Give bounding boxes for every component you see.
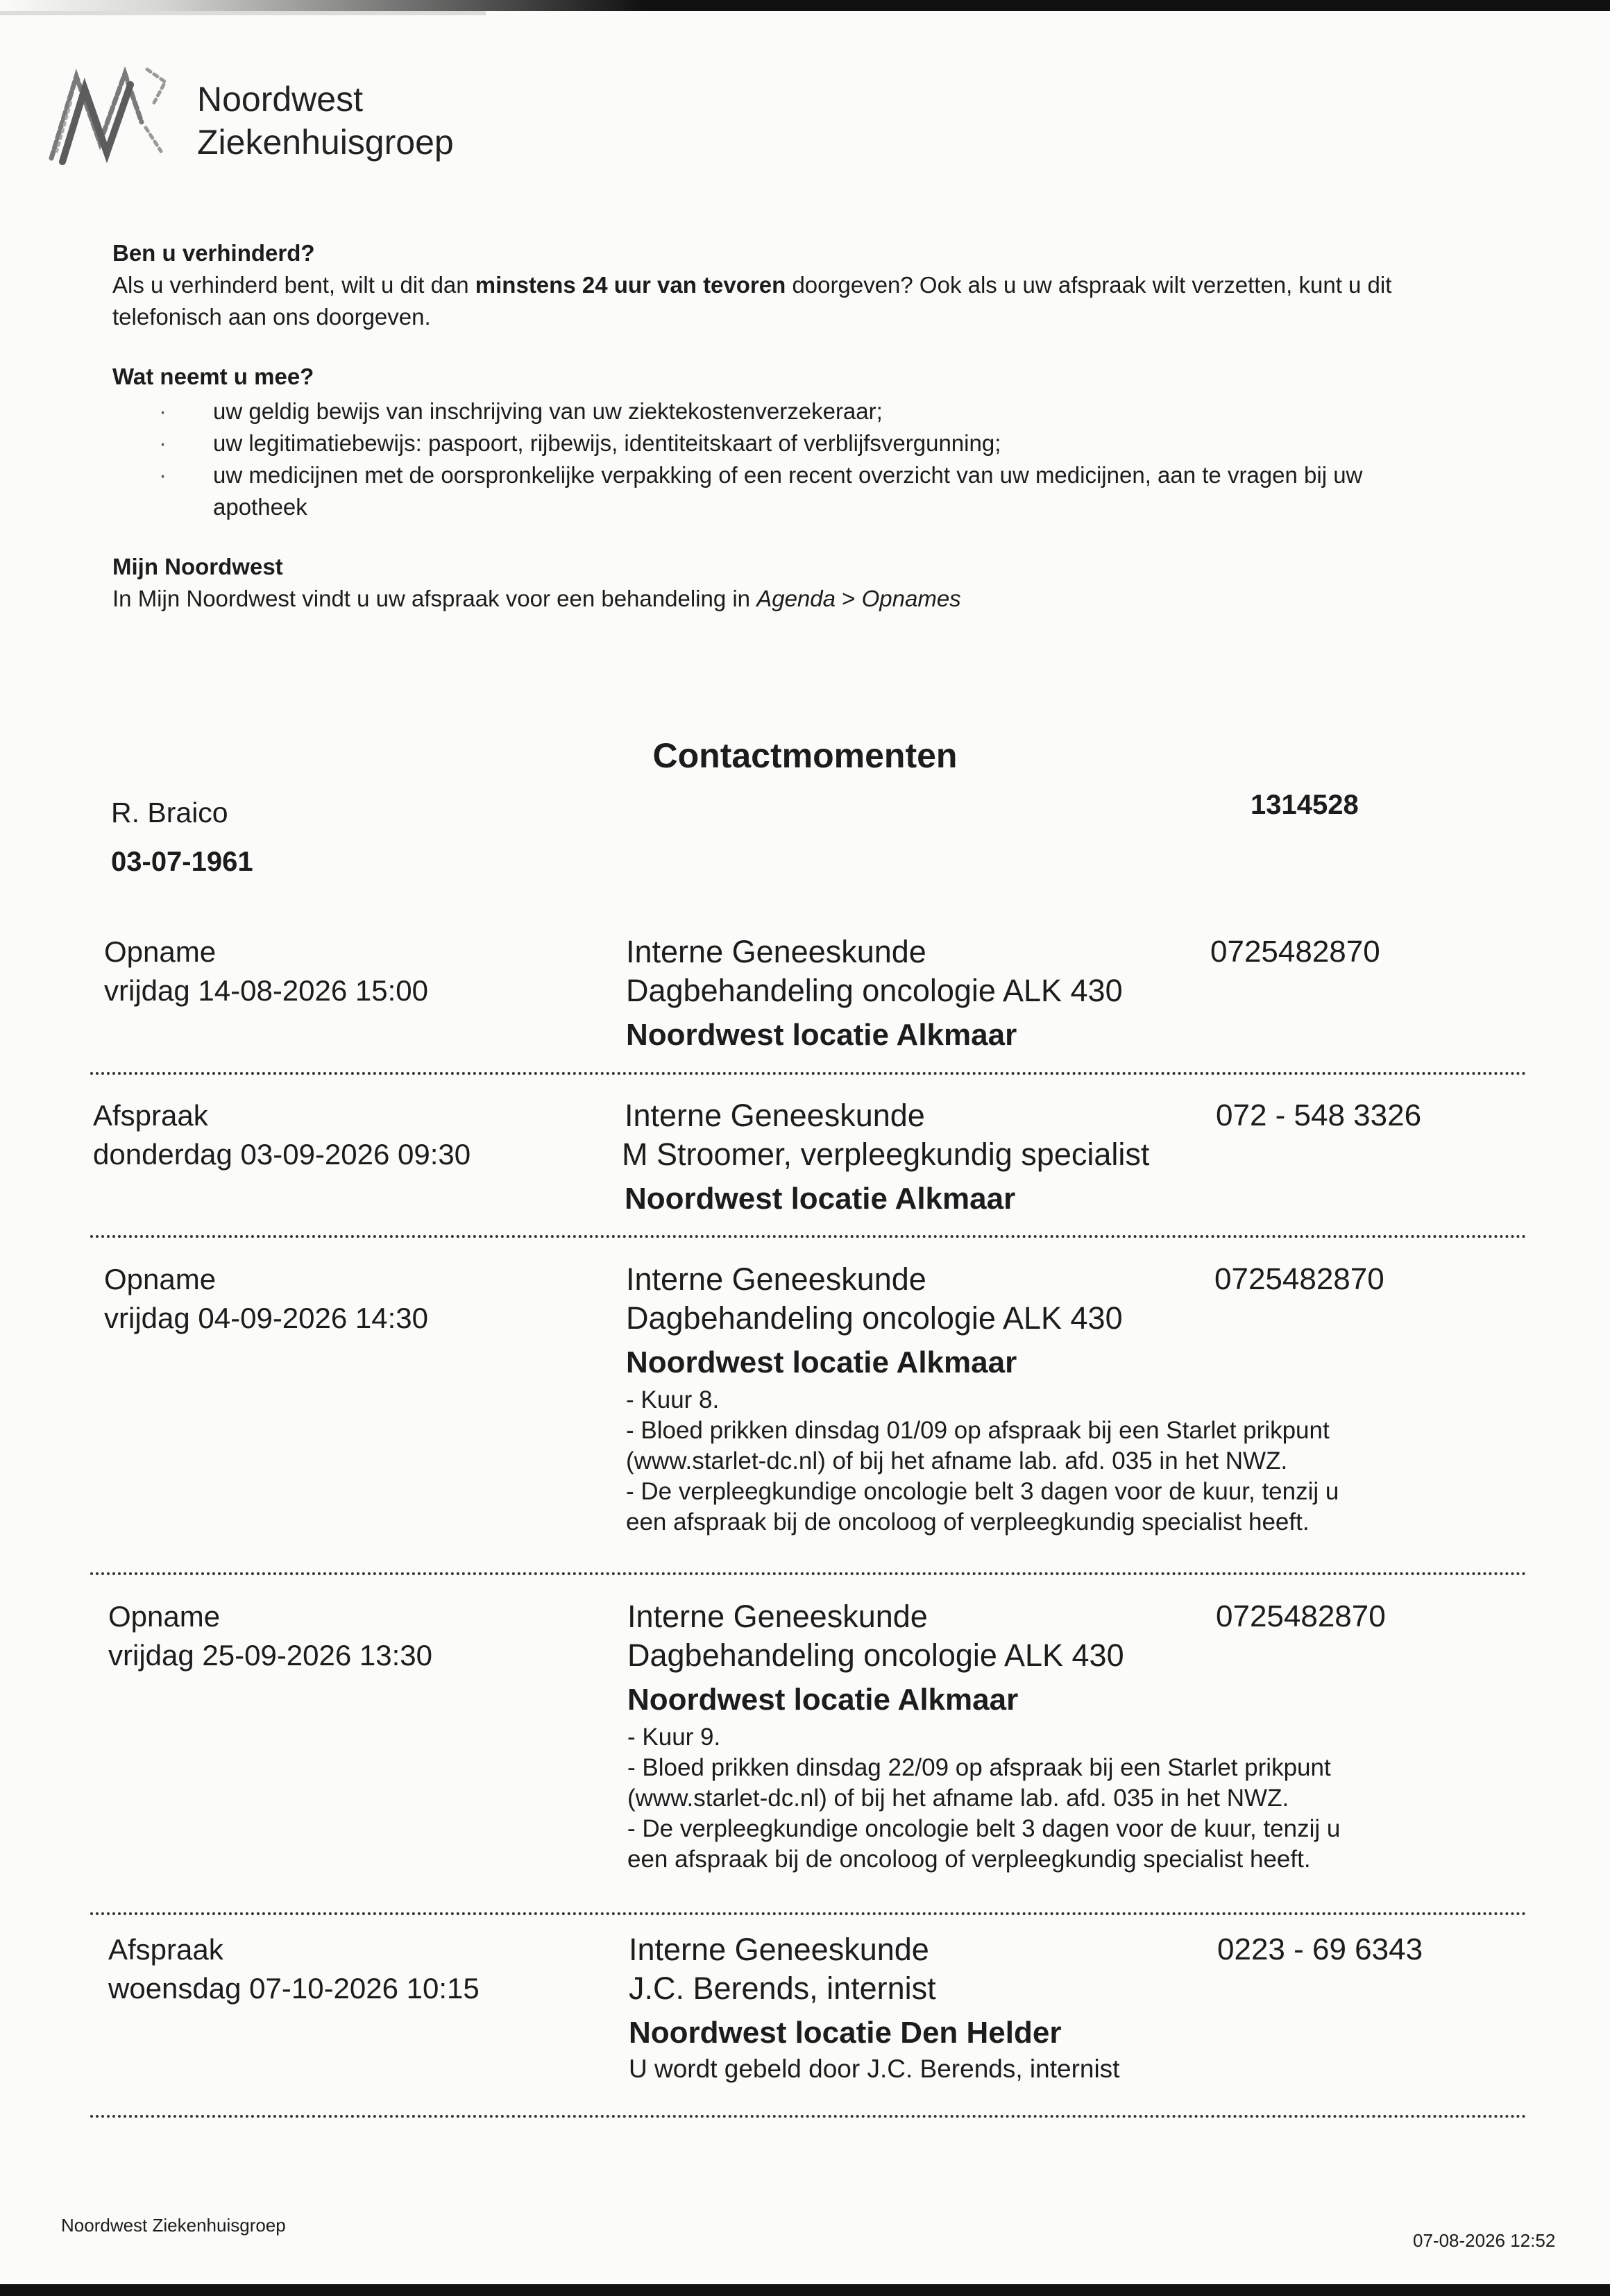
entry-note: - Kuur 8. xyxy=(626,1386,720,1413)
entry-note: een afspraak bij de oncoloog of verpleegkundig specialist heeft. xyxy=(626,1508,1310,1536)
logo-line-1: Noordwest xyxy=(197,80,363,119)
entry-location: Noordwest locatie Alkmaar xyxy=(626,1345,1017,1379)
entry-unit: Dagbehandeling oncologie ALK 430 xyxy=(627,1638,1124,1673)
entry-divider xyxy=(90,2115,1527,2118)
absent-text-1: Als u verhinderd bent, wilt u dit dan xyxy=(112,272,475,298)
bring-list xyxy=(112,396,1403,523)
entry-date: vrijdag 14-08-2026 15:00 xyxy=(104,974,429,1007)
entry-notes xyxy=(627,1722,1530,1875)
entry-note: - Bloed prikken dinsdag 22/09 op afspraak bij een Starlet prikpunt xyxy=(627,1754,1331,1781)
entry-note: - De verpleegkundige oncologie belt 3 dagen voor de kuur, tenzij u xyxy=(627,1815,1341,1842)
entry-type: Opname xyxy=(104,1263,217,1295)
mijn-path-opnames: Opnames xyxy=(861,586,961,611)
entry-divider xyxy=(90,1912,1527,1915)
noordwest-logo-icon xyxy=(43,61,189,165)
entry-notes xyxy=(626,1385,1528,1538)
mijn-path-agenda: Agenda xyxy=(756,586,836,611)
entry-date: vrijdag 25-09-2026 13:30 xyxy=(108,1639,433,1672)
entry-location: Noordwest locatie Den Helder xyxy=(629,2016,1062,2050)
entry-department: Interne Geneeskunde xyxy=(627,1599,928,1634)
page-title: Contactmomenten xyxy=(652,736,958,775)
absent-text xyxy=(112,269,1403,333)
entry-department: Interne Geneeskunde xyxy=(626,1261,926,1297)
entry-department: Interne Geneeskunde xyxy=(626,934,926,969)
entry-location: Noordwest locatie Alkmaar xyxy=(627,1683,1019,1717)
entry-date: woensdag 07-10-2026 10:15 xyxy=(108,1972,480,2005)
entry-unit: M Stroomer, verpleegkundig specialist xyxy=(622,1137,1150,1172)
entry-notes xyxy=(629,2054,1531,2084)
entry-note: (www.starlet-dc.nl) of bij het afname lab. afd. 035 in het NWZ. xyxy=(627,1785,1289,1812)
bring-heading: Wat neemt u mee? xyxy=(112,364,314,389)
patient-number: 1314528 xyxy=(1251,790,1359,820)
entry-phone: 0725482870 xyxy=(1214,1262,1384,1296)
entry-location: Noordwest locatie Alkmaar xyxy=(626,1018,1017,1052)
entry-note: (www.starlet-dc.nl) of bij het afname lab. afd. 035 in het NWZ. xyxy=(626,1447,1288,1474)
bring-item: · uw legitimatiebewijs: paspoort, rijbewijs, identiteitskaart of verblijfsvergunning; xyxy=(213,427,1403,459)
bring-item: · uw geldig bewijs van inschrijving van uw ziektekostenverzekeraar; xyxy=(213,396,1403,427)
entry-type: Opname xyxy=(104,935,217,968)
entry-note: - De verpleegkundige oncologie belt 3 dagen voor de kuur, tenzij u xyxy=(626,1478,1339,1505)
entry-type: Afspraak xyxy=(93,1099,208,1132)
entry-note: U wordt gebeld door J.C. Berends, internist xyxy=(629,2055,1120,2083)
bring-section xyxy=(112,361,1403,523)
entry-divider xyxy=(90,1235,1527,1238)
logo-wordmark xyxy=(197,78,454,164)
mijn-path-arrow: > xyxy=(836,586,862,611)
scan-top-edge xyxy=(0,0,1610,11)
entry-phone: 0725482870 xyxy=(1216,1599,1386,1633)
entry-phone: 0725482870 xyxy=(1210,935,1380,969)
mijn-text-main: In Mijn Noordwest vindt u uw afspraak voor een behandeling in xyxy=(112,586,757,611)
entry-unit: J.C. Berends, internist xyxy=(629,1971,936,2006)
entry-type: Afspraak xyxy=(108,1933,223,1966)
entry-department: Interne Geneeskunde xyxy=(629,1932,929,1967)
entry-date: donderdag 03-09-2026 09:30 xyxy=(93,1138,471,1171)
entry-divider xyxy=(90,1072,1527,1075)
entry-date: vrijdag 04-09-2026 14:30 xyxy=(104,1302,429,1334)
absent-text-bold: minstens 24 uur van tevoren xyxy=(475,272,786,298)
footer-printed-timestamp: 07-08-2026 12:52 xyxy=(1413,2230,1556,2251)
entry-type: Opname xyxy=(108,1600,221,1633)
absent-heading: Ben u verhinderd? xyxy=(112,240,315,266)
entry-unit: Dagbehandeling oncologie ALK 430 xyxy=(626,973,1123,1008)
entry-phone: 0223 - 69 6343 xyxy=(1217,1932,1423,1966)
entry-note: - Kuur 9. xyxy=(627,1724,721,1751)
footer-organisation: Noordwest Ziekenhuisgroep xyxy=(61,2215,286,2236)
absent-section xyxy=(112,237,1403,333)
bring-item: · uw medicijnen met de oorspronkelijke verpakking of een recent overzicht van uw medicijnen, aan te vragen bij uw apotheek xyxy=(213,459,1407,523)
absent-text-2: doorgeven? Ook als u uw afspraak wilt verzetten, kunt u dit telefonisch aan ons doorgeven. xyxy=(112,272,1392,330)
entry-divider xyxy=(90,1572,1527,1575)
scan-top-shadow xyxy=(0,11,486,15)
entry-department: Interne Geneeskunde xyxy=(625,1098,925,1133)
logo-line-2: Ziekenhuisgroep xyxy=(197,123,454,162)
entry-note: - Bloed prikken dinsdag 01/09 op afspraak bij een Starlet prikpunt xyxy=(626,1417,1330,1444)
mijn-text xyxy=(112,583,1403,615)
patient-name: R. Braico xyxy=(111,797,228,828)
entry-unit: Dagbehandeling oncologie ALK 430 xyxy=(626,1300,1123,1336)
patient-dob: 03-07-1961 xyxy=(111,847,253,877)
mijn-noordwest-section xyxy=(112,551,1403,615)
entry-location: Noordwest locatie Alkmaar xyxy=(625,1182,1016,1216)
entry-phone: 072 - 548 3326 xyxy=(1216,1098,1422,1132)
scan-bottom-edge xyxy=(0,2284,1610,2296)
entry-note: een afspraak bij de oncoloog of verpleegkundig specialist heeft. xyxy=(627,1846,1311,1873)
mijn-heading: Mijn Noordwest xyxy=(112,554,283,579)
